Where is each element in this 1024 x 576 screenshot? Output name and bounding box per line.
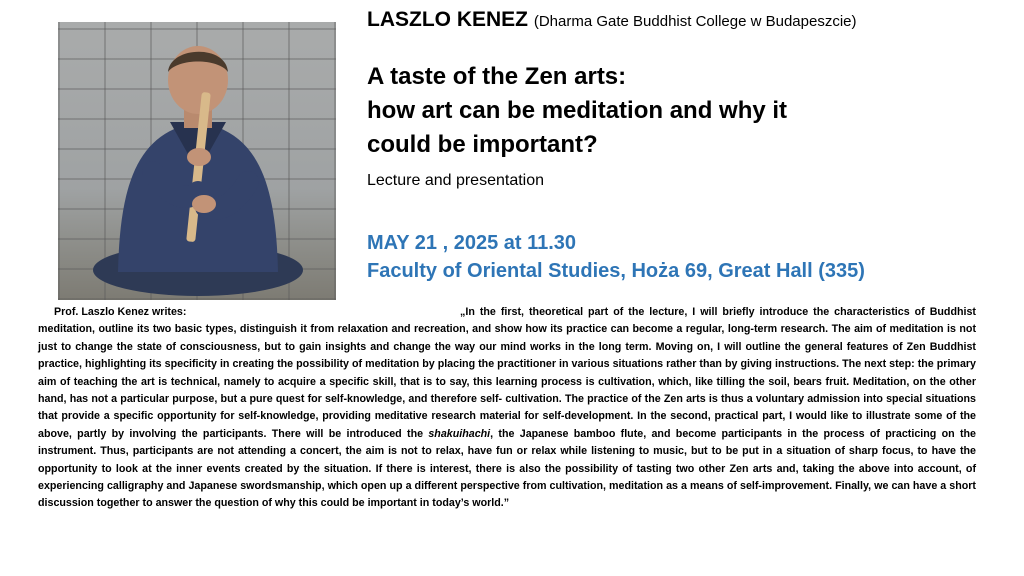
abstract-part-2: , the Japanese bamboo flute, and become participants in the process of practicing on the instrument. Thus, participants are not attending a concert, the aim is not to relax, have fun or relax while listening to music, but to be put in a situation of sharp focus, to have the opportunity to look at the inner events created by the situation. If there is interest, there is also the possibility of tasting two other Zen arts and, taking the above into account, of experiencing calligraphy and Japanese swordsmanship, which open up a different perspective from cultivation, meditation as a means of self-improvement. Finally, we can have a short discussion together to answer the question of why this could be important in today’s world.” <box>38 427 976 510</box>
title-line-2: how art can be meditation and why it <box>367 97 788 124</box>
speaker-heading <box>367 8 857 32</box>
speaker-name: LASZLO KENEZ <box>367 8 528 31</box>
abstract-shakuhachi-term: shakuihachi <box>428 427 491 440</box>
lecture-abstract <box>38 304 976 513</box>
shakuhachi-player-illustration <box>58 22 336 300</box>
abstract-part-1: „In the first, theoretical part of the lecture, I will briefly introduce the characteristics of Buddhist meditation, outline its two basic types, distinguish it from relaxation and recreation, and show how its practice can become a regular, long-term research. The aim of meditation is not just to change the state of consciousness, but to gain insights and change the way our mind works in the long term. Moving on, I will outline the general features of Zen Buddhist practice, highlighting its specificity in creating the possibility of meditation by placing the practitioner in various situations rather than by giving instructions. The next step: the primary aim of teaching the art is technical, namely to acquire a specific skill, that is to say, this learning process is cultivation, which, like tilling the soil, bears fruit. Meditation, on the other hand, has not a particular purpose, but a pure quest for self-knowledge, and therefore self- cultivation. The practice of the Zen arts is thus a voluntary admission into special situations that provide a specific opportunity for self-knowledge, providing meditative research material for self-development. In the second, practical part, I would like to illustrate some of the above, partly by involving the participants. There will be introduced the <box>38 306 976 440</box>
speaker-photo <box>58 22 336 300</box>
speaker-affiliation: (Dharma Gate Buddhist College w Budapeszcie) <box>533 13 857 30</box>
abstract-intro: Prof. Laszlo Kenez writes: <box>54 306 187 318</box>
title-line-1: A taste of the Zen arts: <box>367 63 627 90</box>
event-date: MAY 21 , 2025 at 11.30 <box>367 232 577 254</box>
event-venue: Faculty of Oriental Studies, Hoża 69, Great Hall (335) <box>367 260 865 282</box>
lecture-subtitle: Lecture and presentation <box>367 172 545 189</box>
title-line-3: could be important? <box>367 131 598 158</box>
lecture-title <box>367 60 927 162</box>
